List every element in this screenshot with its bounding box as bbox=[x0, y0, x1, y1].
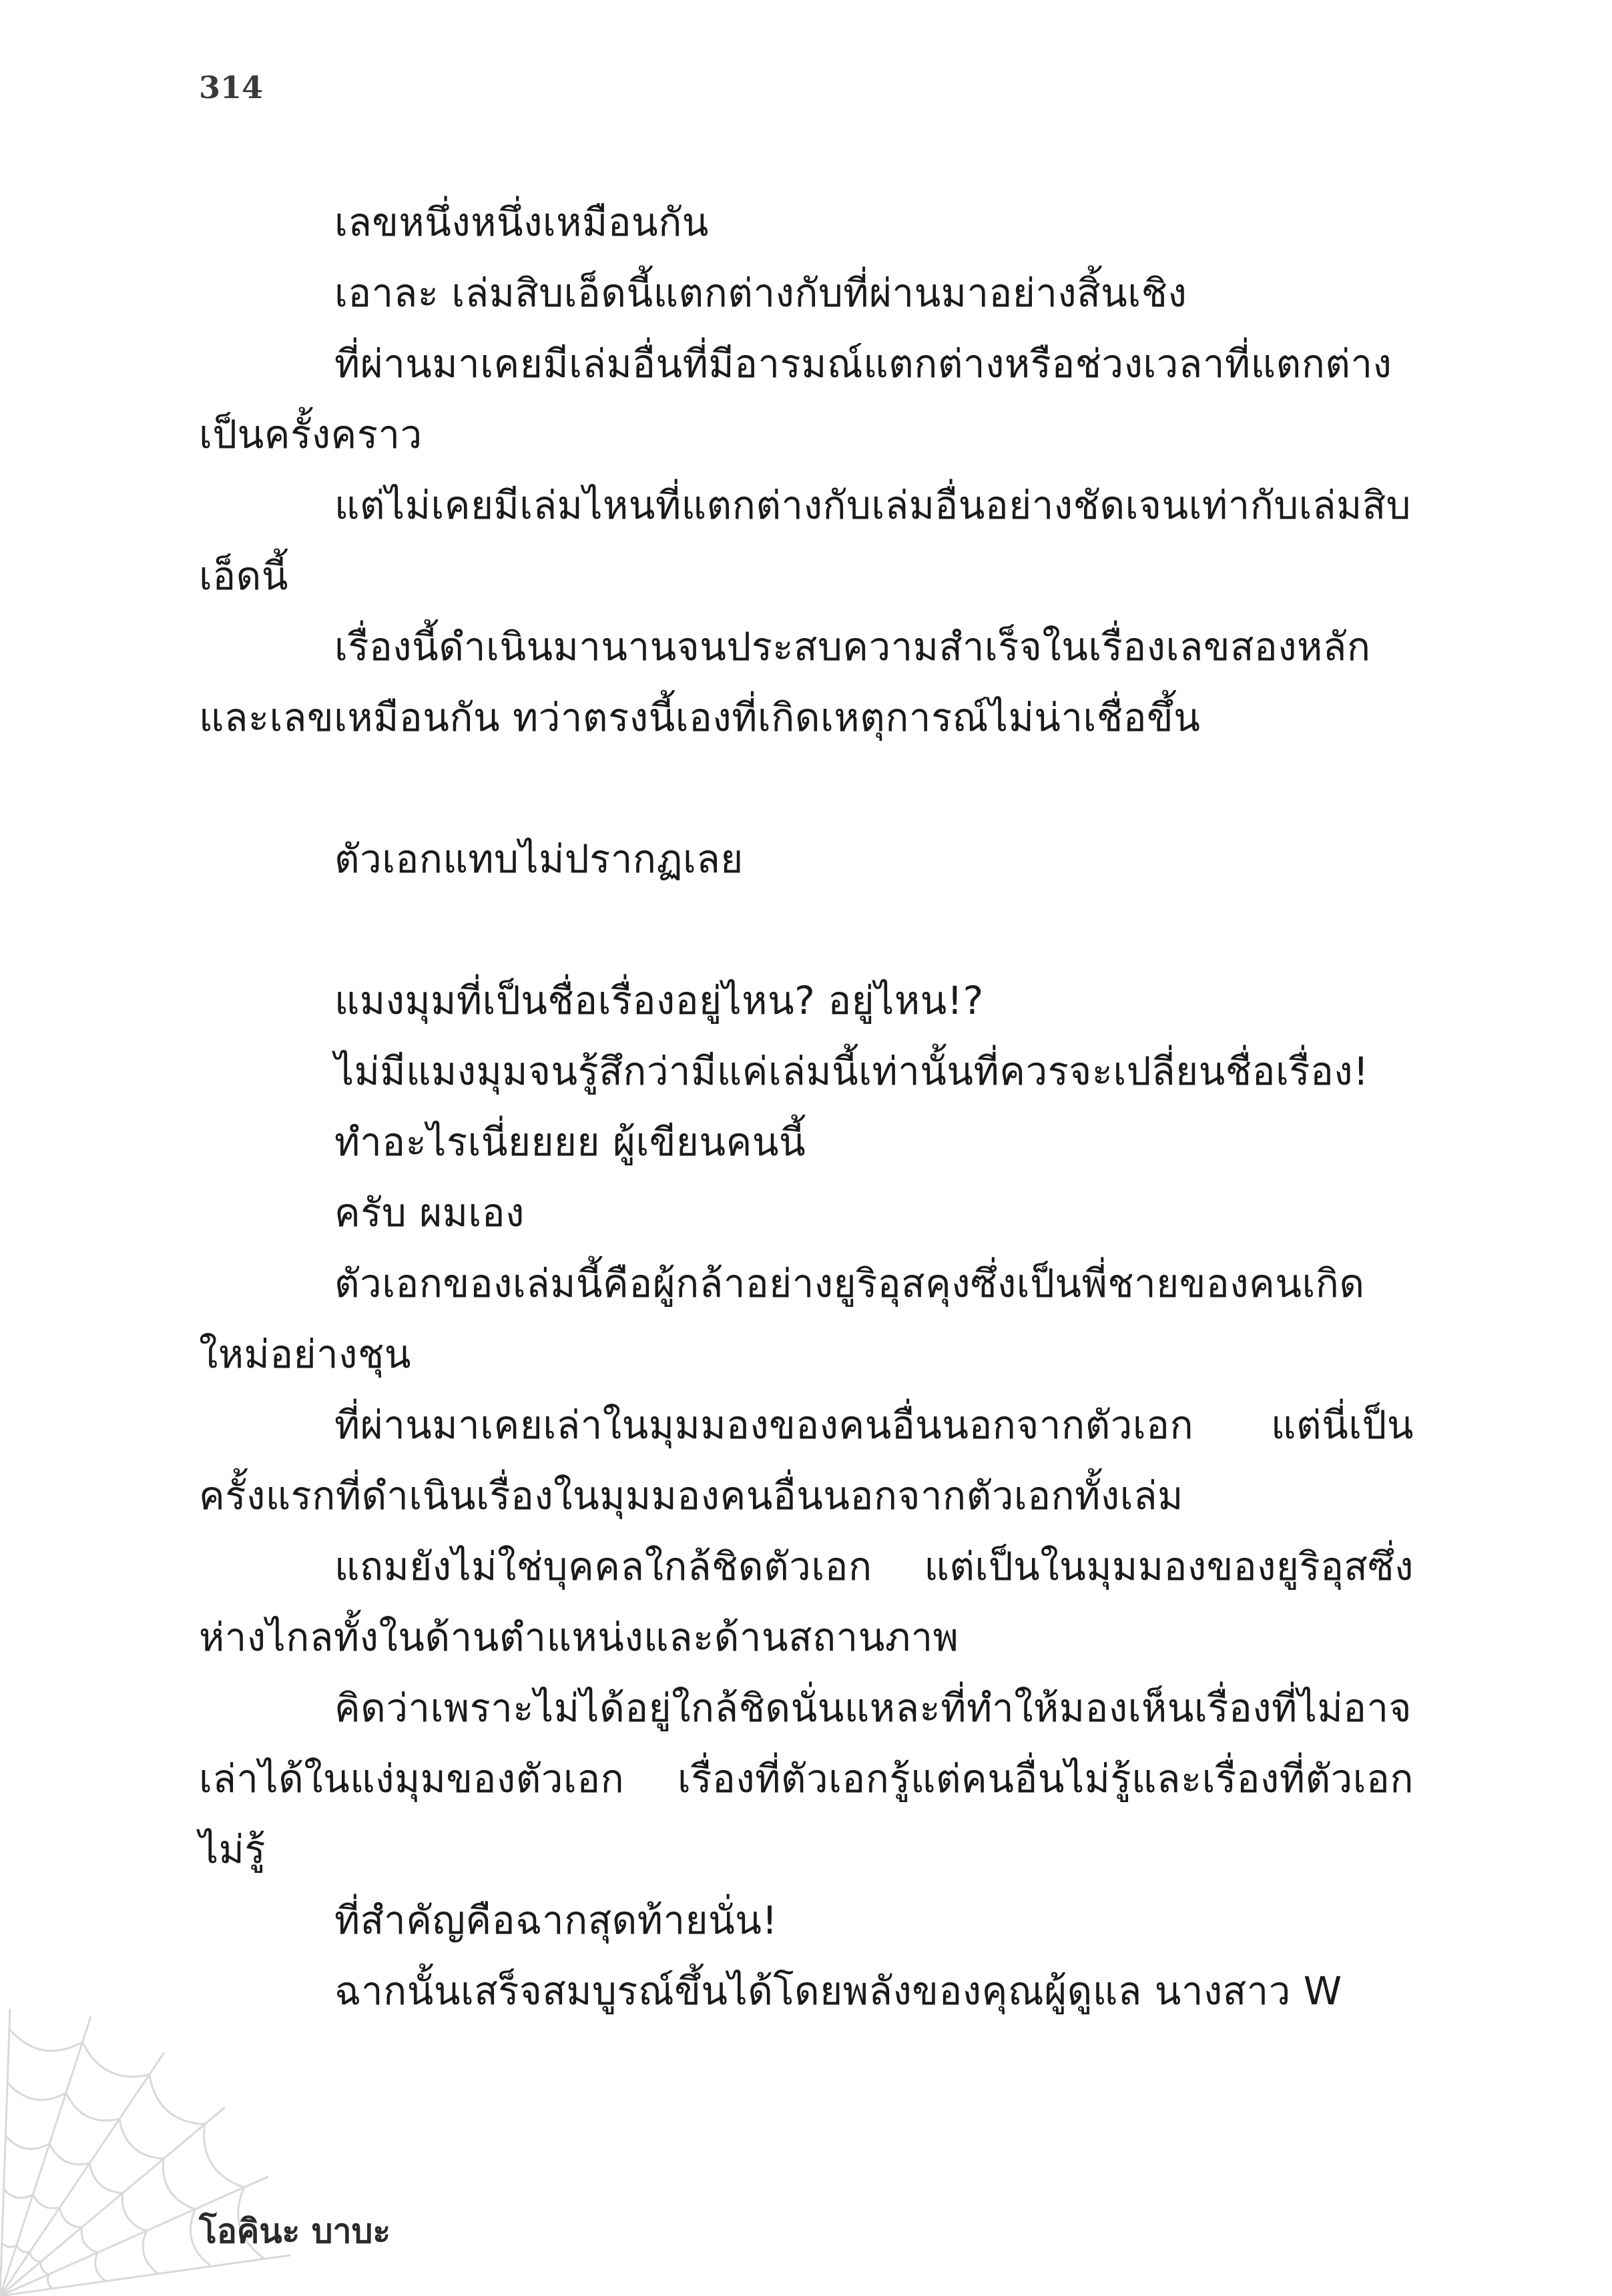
paragraph: ไม่มีแมงมุมจนรู้สึกว่ามีแค่เล่มนี้เท่านั้นที่ควรจะเปลี่ยนชื่อเรื่อง! bbox=[334, 1049, 1369, 1094]
author-name: โอคินะ บาบะ bbox=[199, 2212, 391, 2251]
paragraph: แถมยังไม่ใช่บุคคลใกล้ชิดตัวเอก แต่เป็นในมุมมองของยูริอุสซึ่งห่างไกลทั้งในด้านตำแหน่งและด้านสถานภาพ bbox=[199, 1544, 1414, 1660]
paragraph: แมงมุมที่เป็นชื่อเรื่องอยู่ไหน? อยู่ไหน!? bbox=[334, 978, 984, 1023]
web-strand bbox=[0, 2017, 91, 2296]
paragraph-gap bbox=[199, 894, 1414, 965]
paragraph: เลขหนึ่งหนึ่งเหมือนกัน bbox=[334, 200, 709, 245]
paragraph: ตัวเอกของเล่มนี้คือผู้กล้าอย่างยูริอุสคุงซึ่งเป็นพี่ชายของคนเกิดใหม่อย่างชุน bbox=[199, 1261, 1365, 1377]
paragraph: ตัวเอกแทบไม่ปรากฏเลย bbox=[334, 836, 744, 882]
page-number: 314 bbox=[199, 69, 264, 105]
paragraph: ฉากนั้นเสร็จสมบูรณ์ขึ้นได้โดยพลังของคุณผู้ดูแล นางสาว W bbox=[334, 1968, 1342, 2014]
paragraph: เอาละ เล่มสิบเอ็ดนี้แตกต่างกับที่ผ่านมาอย่างสิ้นเชิง bbox=[334, 270, 1187, 316]
paragraph: ครับ ผมเอง bbox=[334, 1190, 525, 1235]
paragraph: ที่สำคัญคือฉากสุดท้ายนั่น! bbox=[334, 1898, 778, 1943]
paragraph: ทำอะไรเนี่ยยยย ผู้เขียนคนนี้ bbox=[334, 1119, 806, 1165]
body-text bbox=[199, 187, 1414, 2026]
web-strand bbox=[0, 2107, 225, 2296]
spider-web-icon bbox=[0, 2009, 374, 2296]
paragraph: ที่ผ่านมาเคยมีเล่มอื่นที่มีอารมณ์แตกต่างหรือช่วงเวลาที่แตกต่างเป็นครั้งคราว bbox=[199, 341, 1392, 457]
paragraph: ที่ผ่านมาเคยเล่าในมุมมองของคนอื่นนอกจากตัวเอก แต่นี่เป็นครั้งแรกที่ดำเนินเรื่องในมุมมองคนอื่นนอกจากตัวเอกทั้งเล่ม bbox=[199, 1402, 1414, 1518]
paragraph: แต่ไม่เคยมีเล่มไหนที่แตกต่างกับเล่มอื่นอย่างชัดเจนเท่ากับเล่มสิบเอ็ดนี้ bbox=[199, 483, 1411, 599]
paragraph: เรื่องนี้ดำเนินมานานจนประสบความสำเร็จในเรื่องเลขสองหลักและเลขเหมือนกัน ทว่าตรงนี้เองที่เกิดเหตุการณ์ไม่น่าเชื่อขึ้น bbox=[199, 624, 1371, 740]
paragraph-gap bbox=[199, 753, 1414, 824]
paragraph: คิดว่าเพราะไม่ได้อยู่ใกล้ชิดนั่นแหละที่ทำให้มองเห็นเรื่องที่ไม่อาจเล่าได้ในแง่มุมของตัวเอก เรื่องที่ตัวเอกรู้แต่คนอื่นไม่รู้และเรื่องที่ตัวเอกไม่รู้ bbox=[199, 1685, 1414, 1872]
web-strand bbox=[0, 2009, 10, 2296]
